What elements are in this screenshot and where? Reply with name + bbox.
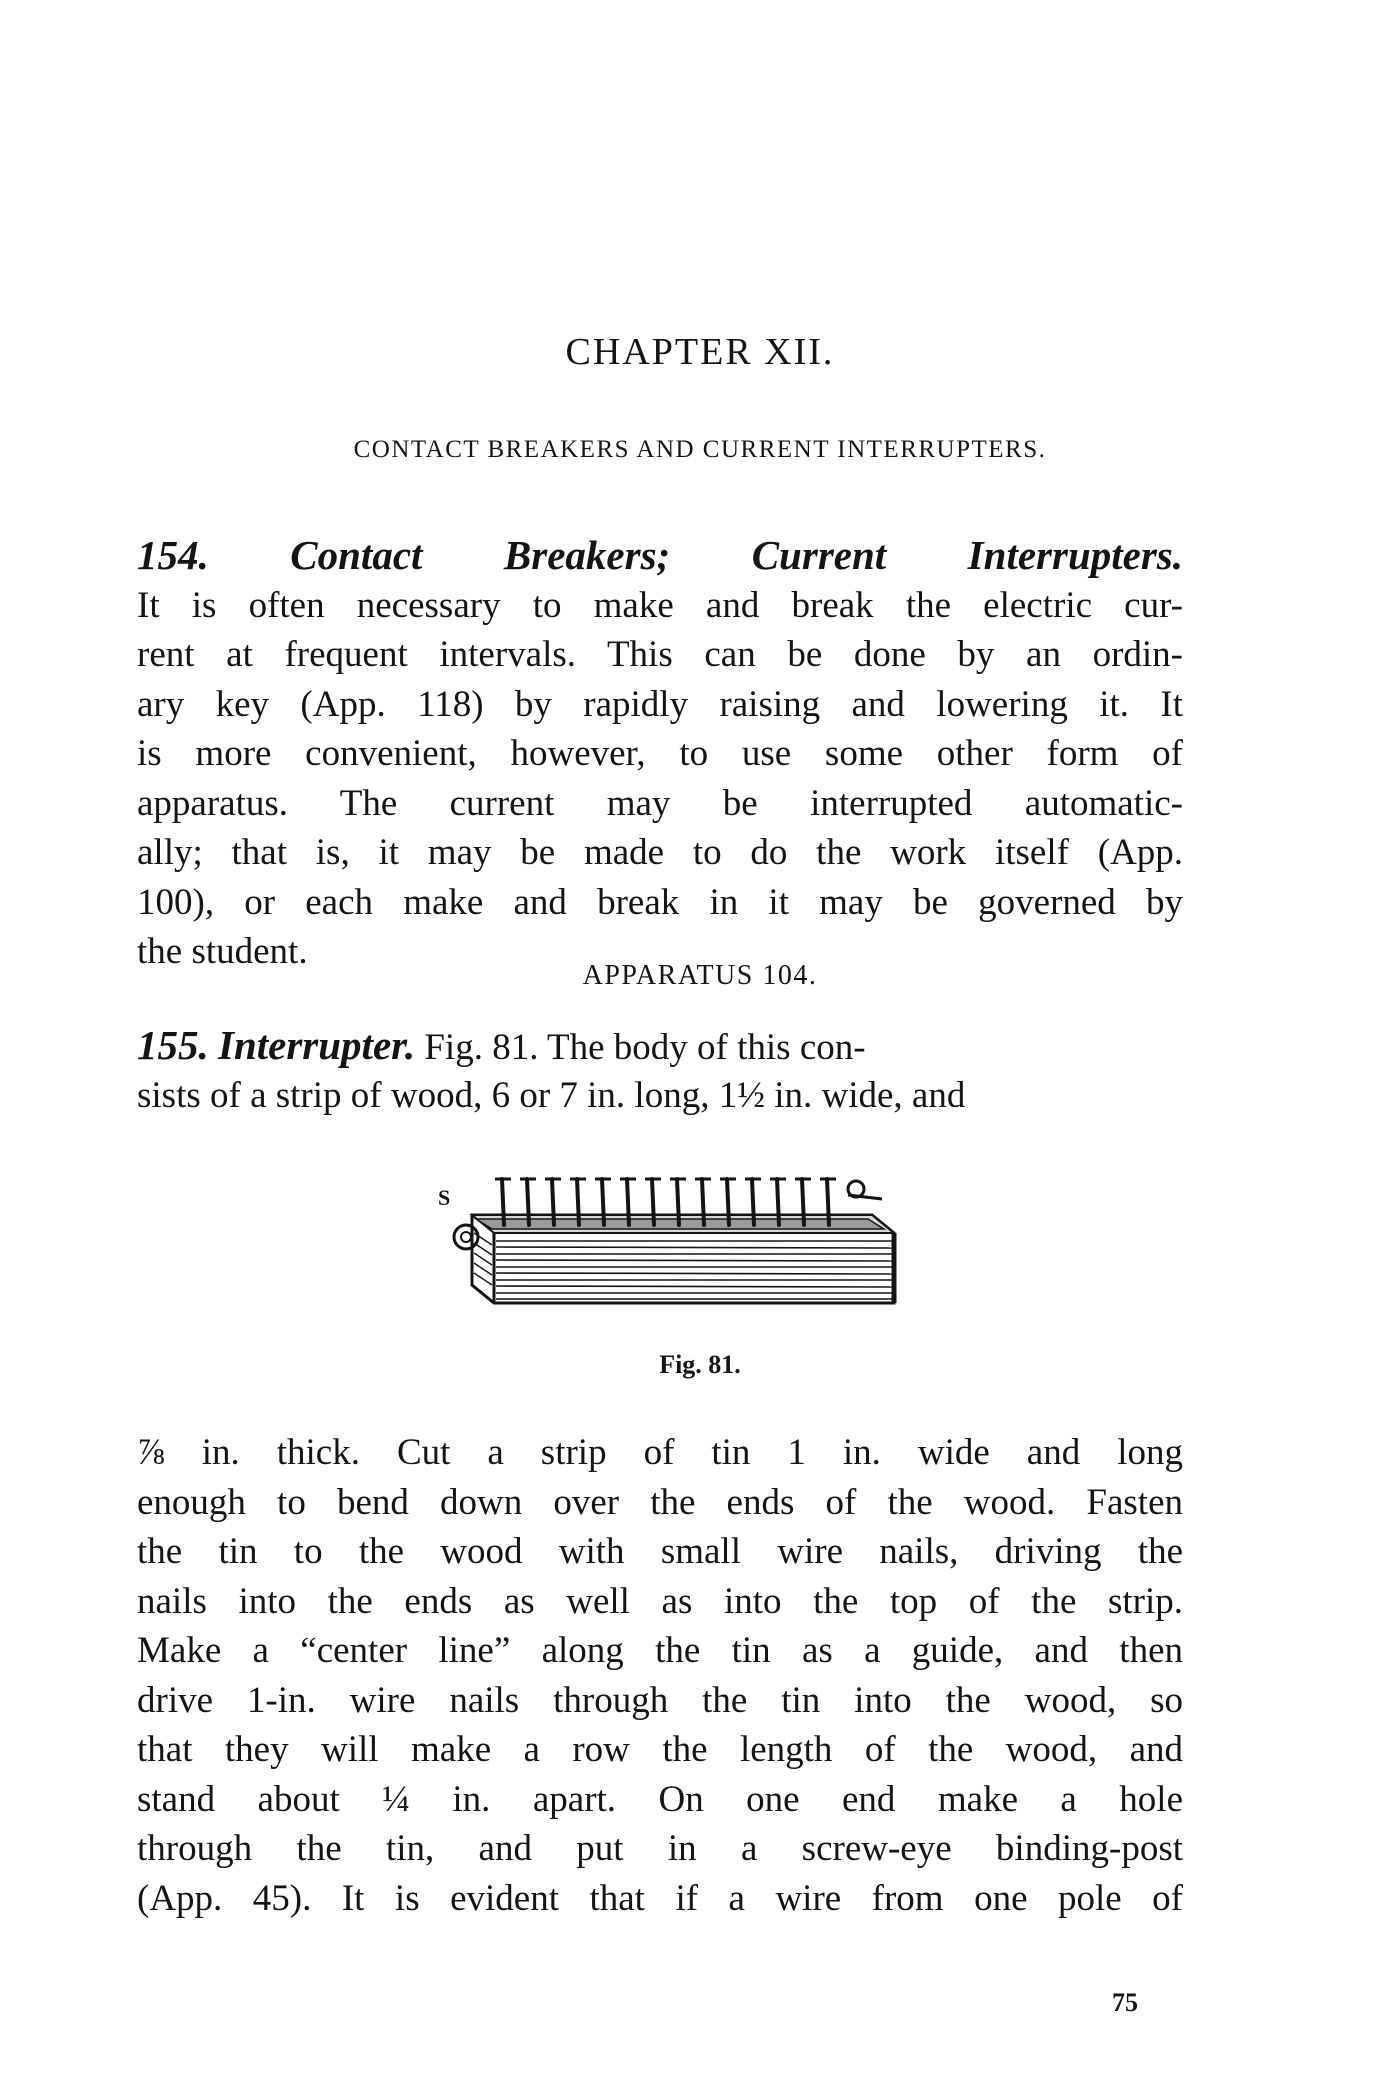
section-title: Interrupter. xyxy=(218,1022,416,1068)
text-line: through the tin, and put in a screw-eye binding-post xyxy=(137,1828,1183,1869)
text-line: It is often necessary to make and break the electric cur- xyxy=(137,584,1183,626)
text-line: sists of a strip of wood, 6 or 7 in. long, 1½ in. wide, and xyxy=(137,1075,966,1116)
text-line: drive 1-in. wire nails through the tin into the wood, so xyxy=(137,1679,1183,1721)
section-heading: 154. Contact Breakers; Current Interrupters. xyxy=(137,532,1183,578)
section-heading xyxy=(137,1019,1183,1071)
text-line: (App. 45). It is evident that if a wire from one pole of xyxy=(137,1877,1183,1919)
text-line: apparatus. The current may be interrupted automatic- xyxy=(137,782,1183,824)
text-line: stand about ¼ in. apart. On one end make a hole xyxy=(137,1778,1183,1820)
figure-caption: Fig. 81. xyxy=(659,1350,741,1379)
continuation-text xyxy=(137,1428,1183,1923)
section-heading-rest: Fig. 81. The body of this con- xyxy=(415,1027,866,1068)
text-line: the student. xyxy=(137,931,308,972)
text-line: that they will make a row the length of the wood, and xyxy=(137,1729,1183,1770)
text-line: rent at frequent intervals. This can be done by an ordin- xyxy=(137,634,1183,675)
text-line: Make a “center line” along the tin as a guide, and then xyxy=(137,1630,1183,1671)
interrupter-illustration xyxy=(432,1175,902,1310)
section-155 xyxy=(137,1019,1183,1121)
text-line: nails into the ends as well as into the top of the strip. xyxy=(137,1580,1183,1622)
chapter-subtitle: CONTACT BREAKERS AND CURRENT INTERRUPTERS. xyxy=(353,436,1047,463)
text-line: is more convenient, however, to use some other form of xyxy=(137,733,1183,774)
section-154 xyxy=(137,531,1183,977)
text-line: the tin to the wood with small wire nails, driving the xyxy=(137,1531,1183,1572)
figure-label-s: S xyxy=(438,1185,451,1210)
text-line: ary key (App. 118) by rapidly raising and lowering it. It xyxy=(137,683,1183,725)
section-number: 155. xyxy=(137,1022,209,1068)
text-line: enough to bend down over the ends of the wood. Fasten xyxy=(137,1481,1183,1523)
text-line: ally; that is, it may be made to do the work itself (App. xyxy=(137,832,1183,873)
page-number: 75 xyxy=(1112,1988,1138,2017)
text-line: ⅞ in. thick. Cut a strip of tin 1 in. wide and long xyxy=(137,1432,1183,1473)
text-line: 100), or each make and break in it may be governed by xyxy=(137,881,1183,923)
apparatus-heading: APPARATUS 104. xyxy=(582,960,818,991)
chapter-title: CHAPTER XII. xyxy=(565,331,835,373)
